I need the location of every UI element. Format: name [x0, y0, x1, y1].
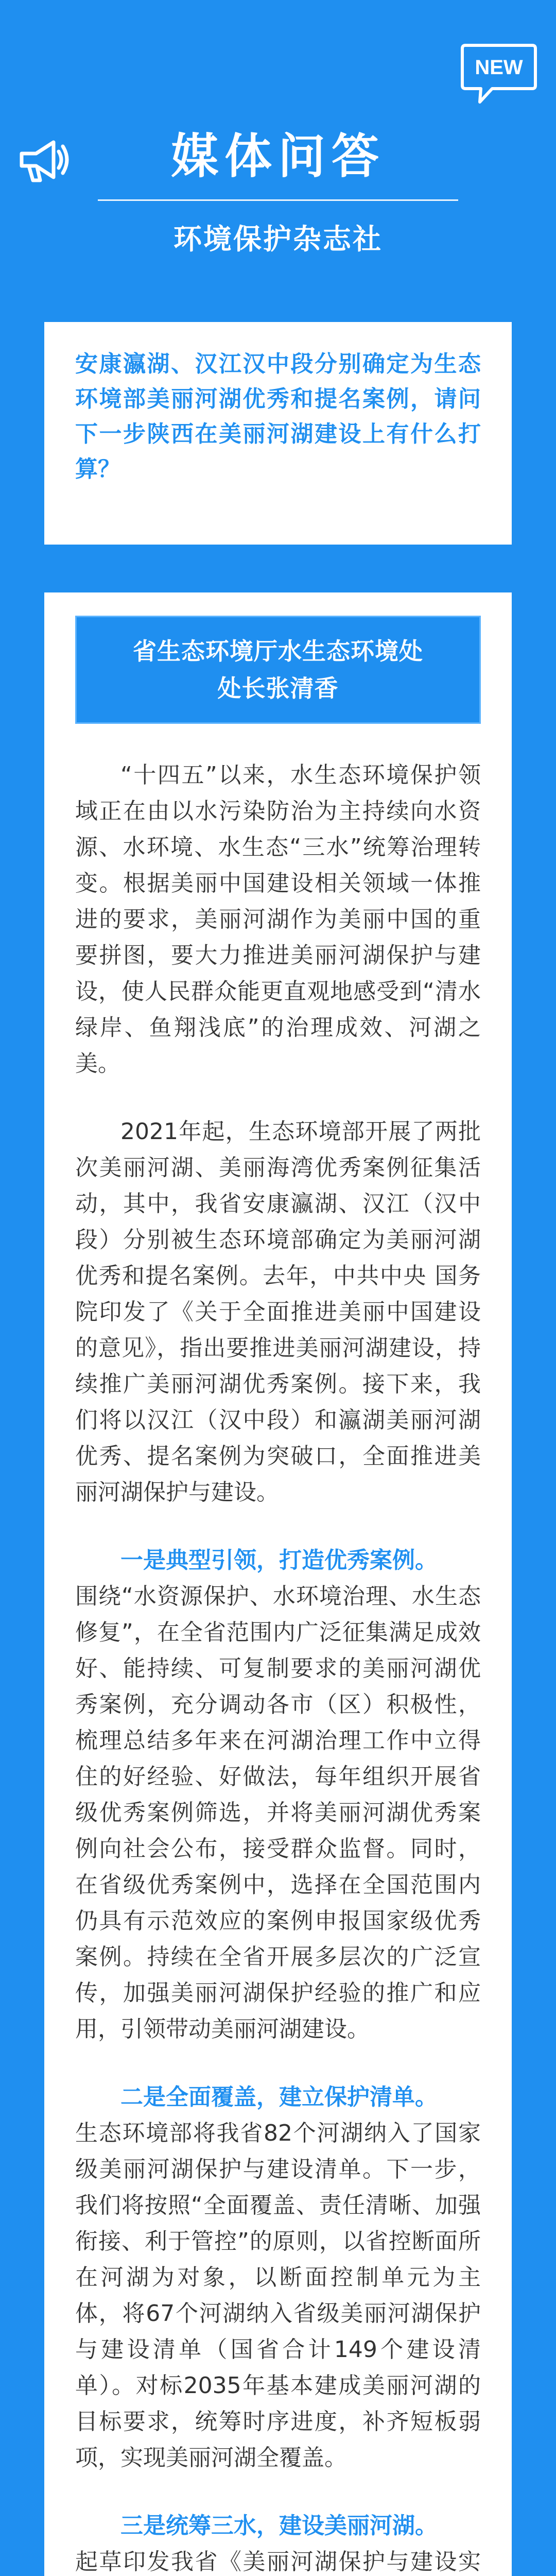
- respondent-text: 省生态环境厅水生态环境处 处长张清香: [133, 637, 423, 702]
- answer-paragraph-background: 2021年起，生态环境部开展了两批次美丽河湖、美丽海湾优秀案例征集活动，其中，我省安康瀛湖、汉江（汉中段）分别被生态环境部确定为美丽河湖优秀和提名案例。去年，中共中央 国务院印发了《关于全面推进美丽中国建设的意见》，指出要推进美丽河湖建设，持续推广美丽河湖优秀案例。接下来，我们将以汉江（汉中段）和瀛湖美丽河湖优秀、提名案例为突破口，全面推进美丽河湖保护与建设。: [75, 1118, 481, 1505]
- measure-2-heading: 二是全面覆盖，建立保护清单。: [120, 2084, 438, 2110]
- page-title: 媒体问答: [170, 129, 385, 184]
- measure-3-heading: 三是统筹三水，建设美丽河湖。: [120, 2513, 438, 2539]
- answer-paragraph-measure-3: [75, 2508, 481, 2576]
- new-badge-icon: [460, 41, 537, 108]
- answer-paragraph-measure-2: [75, 2079, 481, 2476]
- answer-paragraph-measure-1: [75, 1543, 481, 2047]
- question-card: [44, 322, 512, 545]
- measure-3-text: 起草印发我省《美丽河湖保护与建设实: [75, 2549, 481, 2575]
- measure-2-text: 生态环境部将我省82个河湖纳入了国家级美丽河湖保护与建设清单。下一步，我们将按照“全面覆盖、责任清晰、加强衔接、利于管控”的原则，以省控断面所在河湖为对象，以断面控制单元为主体，将67个河湖纳入省级美丽河湖保护与建设清单（国省合计149个建设清单）。对标2035年基本建成美丽河湖的目标要求，统筹时序进度，补齐短板弱项，实现美丽河湖全覆盖。: [75, 2120, 481, 2471]
- measure-1-heading: 一是典型引领，打造优秀案例。: [120, 1547, 438, 1573]
- measure-1-text: 围绕“水资源保护、水环境治理、水生态修复”，在全省范围内广泛征集满足成效好、能持续、可复制要求的美丽河湖优秀案例，充分调动各市（区）积极性，梳理总结多年来在河湖治理工作中立得住的好经验、好做法，每年组织开展省级优秀案例筛选，并将美丽河湖优秀案例向社会公布，接受群众监督。同时，在省级优秀案例中，选择在全国范围内仍具有示范效应的案例申报国家级优秀案例。持续在全省开展多层次的广泛宣传，加强美丽河湖保护经验的推广和应用，引领带动美丽河湖建设。: [75, 1583, 481, 2042]
- answer-card: [44, 592, 512, 2576]
- source-name: 环境保护杂志社: [173, 223, 383, 256]
- respondent-box: [75, 616, 481, 724]
- header-divider: [98, 199, 458, 201]
- header: [0, 0, 556, 289]
- answer-body: [75, 757, 481, 2576]
- question-text: 安康瀛湖、汉江汉中段分别确定为生态环境部美丽河湖优秀和提名案例，请问下一步陕西在美丽河湖建设上有什么打算？: [75, 351, 481, 482]
- new-badge-label: NEW: [475, 56, 523, 79]
- answer-paragraph-intro: “十四五”以来，水生态环境保护领域正在由以水污染防治为主持续向水资源、水环境、水生态“三水”统筹治理转变。根据美丽中国建设相关领域一体推进的要求，美丽河湖作为美丽中国的重要拼图，要大力推进美丽河湖保护与建设，使人民群众能更直观地感受到“清水绿岸、鱼翔浅底”的治理成效、河湖之美。: [75, 762, 481, 1077]
